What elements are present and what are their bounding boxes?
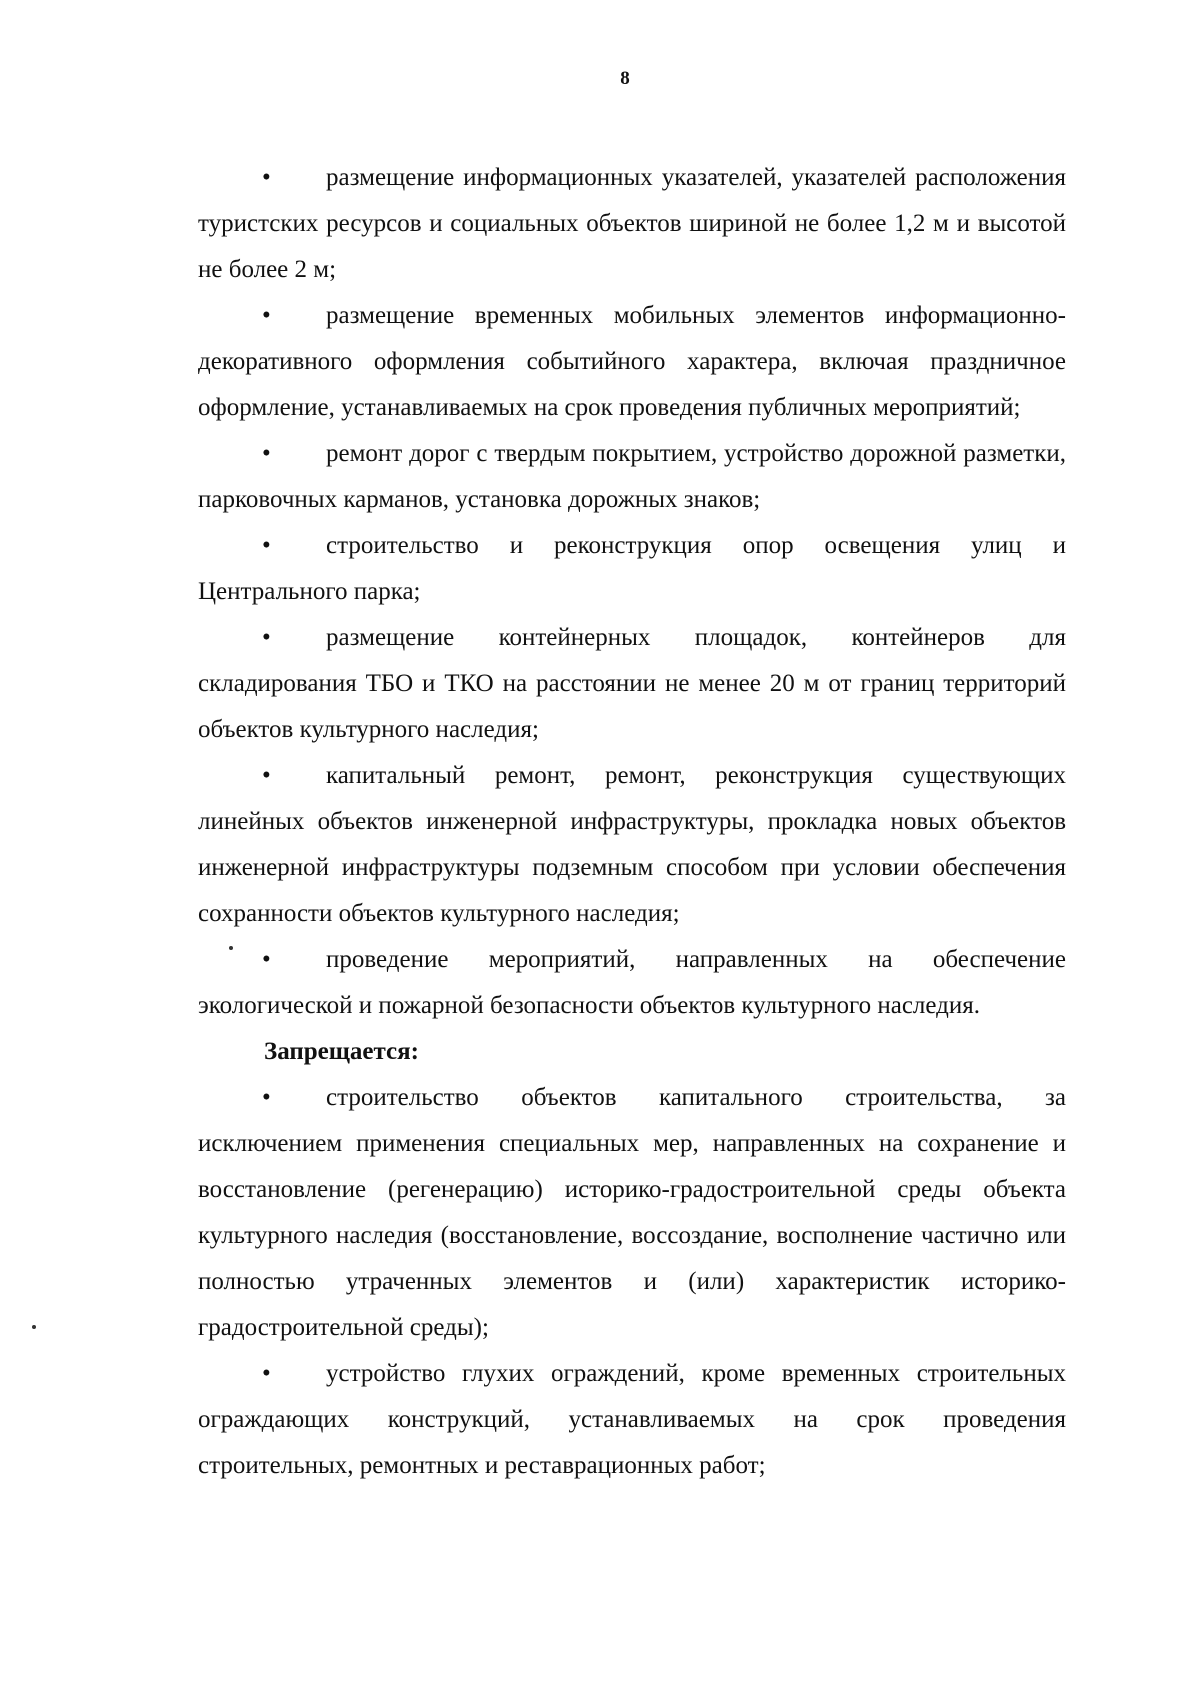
list-item-text: капитальный ремонт, ремонт, реконструкция существующих линейных объектов инженерной инфраструктуры, прокладка новых объектов инженерной инфраструктуры подземным способом при условии обеспечения сохранности объектов культурного наследия;	[198, 762, 1066, 927]
list-item	[198, 523, 1066, 615]
bullet-icon: •	[262, 1360, 271, 1387]
section-heading: Запрещается:	[264, 1038, 420, 1065]
bullet-icon: •	[262, 164, 271, 191]
list-item-text: устройство глухих ограждений, кроме временных строительных ограждающих конструкций, устанавливаемых на срок проведения строительных, ремонтных и реставрационных работ;	[198, 1360, 1066, 1479]
list-item-text: размещение информационных указателей, указателей расположения туристских ресурсов и социальных объектов шириной не более 1,2 м и высотой не более 2 м;	[198, 164, 1066, 283]
list-item-text: строительство объектов капитального строительства, за исключением применения специальных мер, направленных на сохранение и восстановление (регенерацию) историко-градостроительной среды объекта культурного наследия (восстановление, воссоздание, восполнение частично или полностью утраченных элементов и (или) характеристик историко-градостроительной среды);	[198, 1084, 1066, 1341]
list-item	[198, 155, 1066, 293]
bullet-icon: •	[262, 946, 271, 973]
list-item	[198, 293, 1066, 431]
bullet-icon: •	[262, 762, 271, 789]
list-item	[198, 615, 1066, 753]
bullet-icon: •	[262, 532, 271, 559]
list-item-text: ремонт дорог с твердым покрытием, устройство дорожной разметки, парковочных карманов, установка дорожных знаков;	[198, 440, 1066, 513]
list-item	[198, 753, 1066, 937]
list-item-text: строительство и реконструкция опор освещения улиц и Центрального парка;	[198, 532, 1066, 605]
list-item-text: размещение контейнерных площадок, контейнеров для складирования ТБО и ТКО на расстоянии не менее 20 м от границ территорий объектов культурного наследия;	[198, 624, 1066, 743]
scan-speck	[32, 1325, 36, 1329]
list-item-text: размещение временных мобильных элементов информационно-декоративного оформления событийного характера, включая праздничное оформление, устанавливаемых на срок проведения публичных мероприятий;	[198, 302, 1066, 421]
list-item	[198, 937, 1066, 1029]
page-number: 8	[620, 68, 630, 89]
document-body	[198, 155, 1066, 1489]
list-item-text: проведение мероприятий, направленных на обеспечение экологической и пожарной безопасности объектов культурного наследия.	[198, 946, 1066, 1019]
bullet-icon: •	[262, 624, 271, 651]
list-item	[198, 1075, 1066, 1351]
bullet-icon: •	[262, 440, 271, 467]
scan-speck	[229, 946, 233, 950]
bullet-icon: •	[262, 1084, 271, 1111]
list-item	[198, 1351, 1066, 1489]
bullet-icon: •	[262, 302, 271, 329]
list-item	[198, 431, 1066, 523]
